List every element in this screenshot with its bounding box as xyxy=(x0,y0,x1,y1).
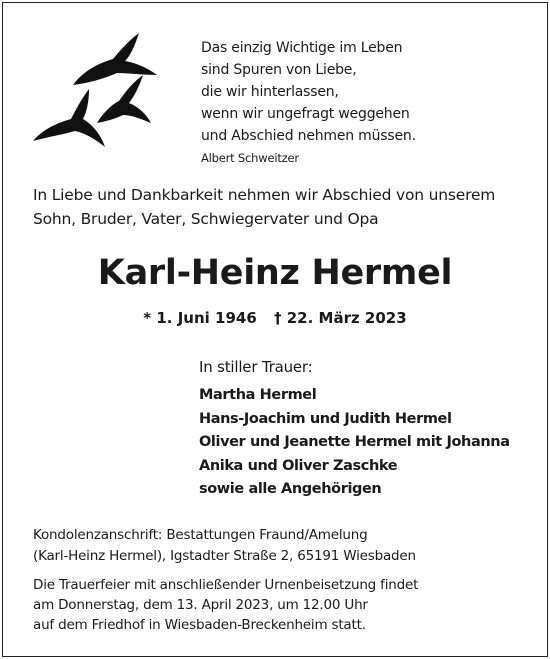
service-line: am Donnerstag, dem 13. April 2023, um 12.00 Uhr xyxy=(33,597,368,613)
mourners-list xyxy=(199,384,510,502)
list-item: Anika und Oliver Zaschke xyxy=(199,457,398,474)
obituary-notice xyxy=(2,2,548,657)
list-item: Hans-Joachim und Judith Hermel xyxy=(199,410,452,427)
contact-line: Kondolenzanschrift: Bestattungen Fraund/Amelung xyxy=(33,527,368,543)
quote-line: die wir hinterlassen, xyxy=(201,84,339,100)
list-item: Martha Hermel xyxy=(199,387,317,403)
list-item: Oliver und Jeanette Hermel mit Johanna xyxy=(199,434,510,450)
service-info xyxy=(33,575,418,635)
quote-author: Albert Schweitzer xyxy=(201,151,299,165)
quote-line: und Abschied nehmen müssen. xyxy=(201,128,416,144)
deceased-name: Karl-Heinz Hermel xyxy=(97,253,453,293)
quote-line: sind Spuren von Liebe, xyxy=(201,62,357,78)
intro-line: In Liebe und Dankbarkeit nehmen wir Abschied von unserem xyxy=(33,186,496,204)
death-date: † 22. März 2023 xyxy=(274,309,407,327)
life-dates xyxy=(3,309,547,327)
service-line: auf dem Friedhof in Wiesbaden-Breckenheim statt. xyxy=(33,617,366,633)
birth-date: * 1. Juni 1946 xyxy=(143,309,257,327)
service-line: Die Trauerfeier mit anschließender Urnenbeisetzung findet xyxy=(33,577,419,593)
intro-text xyxy=(33,183,533,231)
mourning-label: In stiller Trauer: xyxy=(199,358,313,376)
quote-line: Das einzig Wichtige im Leben xyxy=(201,40,403,56)
quote-line: wenn wir ungefragt weggehen xyxy=(201,106,410,122)
quote xyxy=(201,37,416,166)
condolence-address xyxy=(33,525,416,567)
intro-line: Sohn, Bruder, Vater, Schwiegervater und Opa xyxy=(33,210,379,228)
list-item: sowie alle Angehörigen xyxy=(199,481,382,497)
contact-line: (Karl-Heinz Hermel), Igstadter Straße 2, 65191 Wiesbaden xyxy=(33,548,416,564)
flying-birds-icon xyxy=(31,31,161,163)
